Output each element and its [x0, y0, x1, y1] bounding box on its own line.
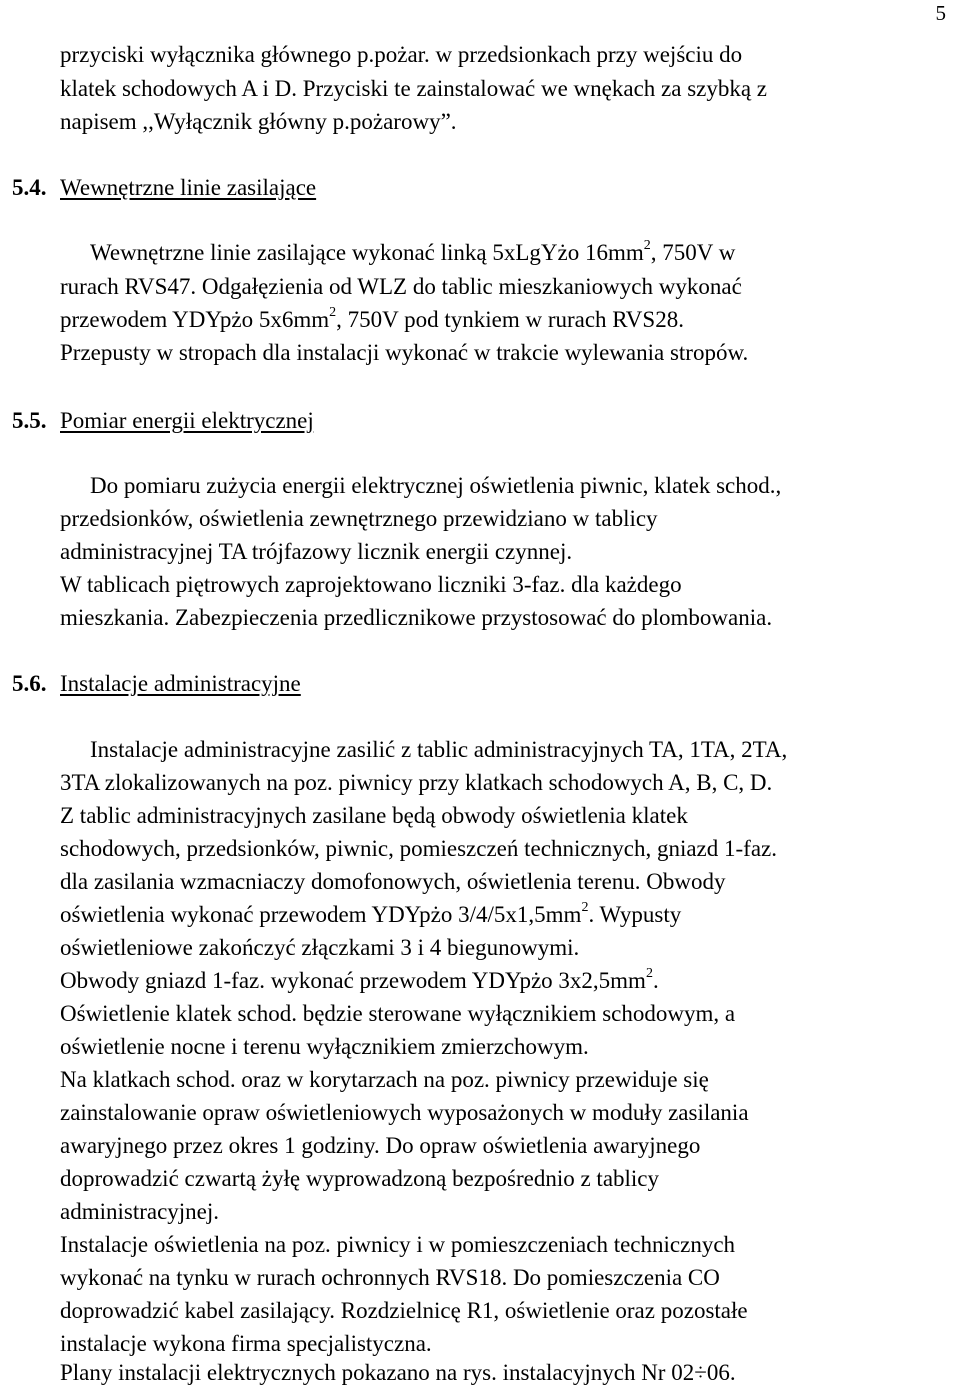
section-title: Instalacje administracyjne [60, 671, 301, 696]
body-line: doprowadzić kabel zasilający. Rozdzielnicę R1, oświetlenie oraz pozostałe [60, 1298, 748, 1323]
text-run: oświetlenia wykonać przewodem YDYpżo 3/4/5x1,5mm [60, 902, 582, 927]
text-run: , 750V w [650, 240, 736, 265]
text-run: . [652, 968, 659, 993]
body-line: Z tablic administracyjnych zasilane będą obwody oświetlenia klatek [60, 803, 688, 828]
section-number: 5.4. [12, 175, 47, 200]
body-line: oświetlenie nocne i terenu wyłącznikiem zmierzchowym. [60, 1034, 589, 1059]
body-line: schodowych, przedsionków, piwnic, pomieszczeń technicznych, gniazd 1-faz. [60, 836, 777, 861]
body-line: doprowadzić czwartą żyłę wyprowadzoną bezpośrednio z tablicy [60, 1166, 660, 1191]
intro-line: przyciski wyłącznika głównego p.pożar. w przedsionkach przy wejściu do [60, 42, 743, 67]
section-number: 5.5. [12, 408, 47, 433]
body-line: mieszkania. Zabezpieczenia przedlicznikowe przystosować do plombowania. [60, 605, 773, 630]
body-line: W tablicach piętrowych zaprojektowano liczniki 3-faz. dla każdego [60, 572, 682, 597]
text-run: Obwody gniazd 1-faz. wykonać przewodem YDYpżo 3x2,5mm [60, 968, 646, 993]
body-line: Plany instalacji elektrycznych pokazano na rys. instalacyjnych Nr 02÷06. [60, 1360, 736, 1385]
body-line: instalacje wykona firma specjalistyczna. [60, 1331, 432, 1356]
body-line: Na klatkach schod. oraz w korytarzach na poz. piwnicy przewiduje się [60, 1067, 709, 1092]
body-line: dla zasilania wzmacniaczy domofonowych, oświetlenia terenu. Obwody [60, 869, 726, 894]
body-line: Oświetlenie klatek schod. będzie sterowane wyłącznikiem schodowym, a [60, 1001, 736, 1026]
text-run: Wewnętrzne linie zasilające wykonać linką 5xLgYżo 16mm [90, 240, 644, 265]
body-line [60, 965, 659, 998]
body-line: administracyjnej TA trójfazowy licznik energii czynnej. [60, 539, 573, 564]
text-run: . Wypusty [588, 902, 682, 927]
superscript: 2 [581, 900, 589, 916]
body-line: przedsionków, oświetlenia zewnętrznego przewidziano w tablicy [60, 506, 658, 531]
section-title: Wewnętrzne linie zasilające [60, 175, 317, 200]
body-line [60, 899, 681, 932]
superscript: 2 [645, 966, 653, 982]
text-run: przewodem YDYpżo 5x6mm [60, 307, 330, 332]
body-line [90, 237, 735, 270]
body-line: Do pomiaru zużycia energii elektrycznej oświetlenia piwnic, klatek schod., [90, 473, 782, 498]
body-line: administracyjnej. [60, 1199, 220, 1224]
superscript: 2 [329, 305, 337, 321]
intro-line: napisem ,,Wyłącznik główny p.pożarowy”. [60, 109, 457, 134]
body-line: Instalacje oświetlenia na poz. piwnicy i w pomieszczeniach technicznych [60, 1232, 736, 1257]
body-line: wykonać na tynku w rurach ochronnych RVS18. Do pomieszczenia CO [60, 1265, 720, 1290]
body-line: Instalacje administracyjne zasilić z tablic administracyjnych TA, 1TA, 2TA, [90, 737, 788, 762]
text-run: , 750V pod tynkiem w rurach RVS28. [336, 307, 684, 332]
superscript: 2 [643, 238, 651, 254]
body-line: rurach RVS47. Odgałęzienia od WLZ do tablic mieszkaniowych wykonać [60, 274, 742, 299]
body-line: awaryjnego przez okres 1 godziny. Do opraw oświetlenia awaryjnego [60, 1133, 701, 1158]
intro-line: klatek schodowych A i D. Przyciski te zainstalować we wnękach za szybką z [60, 76, 768, 101]
section-title: Pomiar energii elektrycznej [60, 408, 314, 433]
body-line: Przepusty w stropach dla instalacji wykonać w trakcie wylewania stropów. [60, 340, 749, 365]
body-line [60, 304, 684, 337]
body-line: zainstalowanie opraw oświetleniowych wyposażonych w moduły zasilania [60, 1100, 749, 1125]
section-number: 5.6. [12, 671, 47, 696]
page-number: 5 [935, 1, 946, 25]
body-line: oświetleniowe zakończyć złączkami 3 i 4 biegunowymi. [60, 935, 580, 960]
body-line: 3TA zlokalizowanych na poz. piwnicy przy klatkach schodowych A, B, C, D. [60, 770, 773, 795]
